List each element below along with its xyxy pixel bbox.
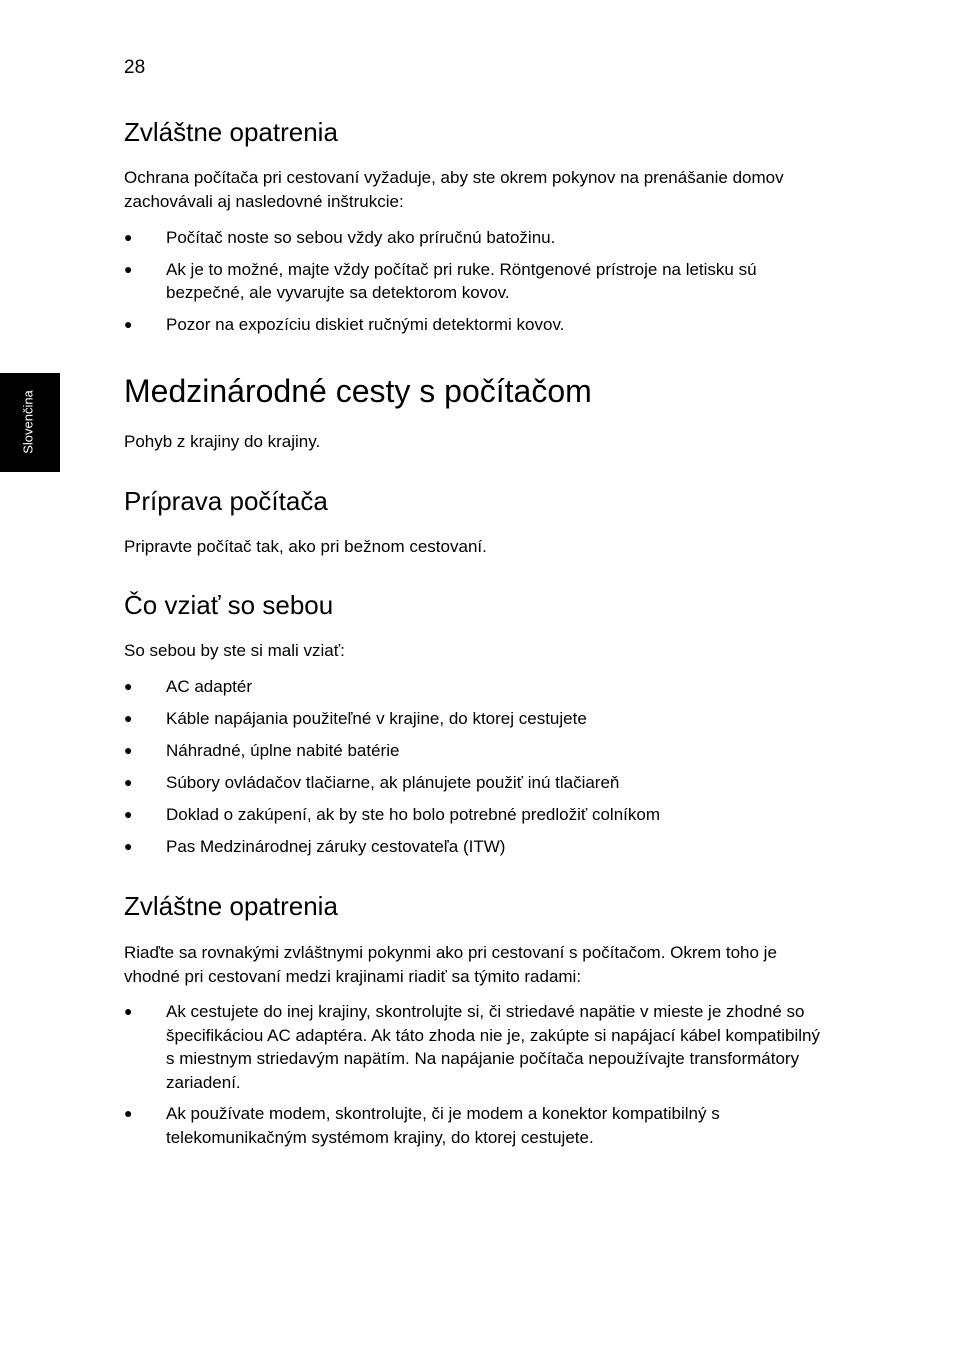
list-item: ● Súbory ovládačov tlačiarne, ak plánujete použiť inú tlačiareň	[124, 771, 824, 795]
list-item: ● Káble napájania použiteľné v krajine, do ktorej cestujete	[124, 707, 824, 731]
bullet-list	[124, 675, 824, 859]
section-text: Pripravte počítač tak, ako pri bežnom cestovaní.	[124, 537, 487, 556]
bullet-list	[124, 1000, 824, 1149]
bullet-icon: ●	[124, 678, 133, 694]
bullet-icon: ●	[124, 1105, 133, 1121]
list-item: ● Doklad o zakúpení, ak by ste ho bolo potrebné predložiť colníkom	[124, 803, 824, 827]
chapter-intro: Pohyb z krajiny do krajiny.	[124, 432, 321, 451]
section-heading-what-to-take: Čo vziať so sebou	[124, 590, 334, 620]
section-heading-special-precautions-international: Zvláštne opatrenia	[124, 891, 338, 921]
bullet-icon: ●	[124, 229, 133, 245]
bullet-list	[124, 226, 824, 336]
language-tab-label: Slovenčina	[20, 390, 36, 454]
bullet-icon: ●	[124, 838, 133, 854]
bullet-icon: ●	[124, 315, 133, 332]
chapter-title: Medzinárodné cesty s počítačom	[124, 373, 592, 409]
bullet-icon: ●	[124, 260, 133, 277]
list-item: ● Ak používate modem, skontrolujte, či je modem a konektor kompatibilný s telekomunikačným systémom krajiny, do ktorej cestujete.	[124, 1104, 720, 1147]
list-item: ● Ak je to možné, majte vždy počítač pri ruke. Röntgenové prístroje na letisku sú bezpečné, ale vyvarujte sa detektorom kovov.	[124, 259, 757, 302]
bullet-icon: ●	[124, 806, 133, 822]
section-intro: Ochrana počítača pri cestovaní vyžaduje, aby ste okrem pokynov na prenášanie domov zachovávali aj nasledovné inštrukcie:	[124, 168, 784, 211]
section-intro: Riaďte sa rovnakými zvláštnymi pokynmi ako pri cestovaní s počítačom. Okrem toho je vhodné pri cestovaní medzi krajinami riadiť sa týmito radami:	[124, 943, 777, 986]
list-item: ● Náhradné, úplne nabité batérie	[124, 739, 824, 763]
bullet-icon: ●	[124, 742, 133, 758]
page-number: 28	[124, 57, 146, 78]
bullet-icon: ●	[124, 710, 133, 726]
section-intro: So sebou by ste si mali vziať:	[124, 641, 345, 660]
bullet-icon: ●	[124, 1003, 133, 1019]
list-item: ● Ak cestujete do inej krajiny, skontrolujte si, či striedavé napätie v mieste je zhodné so špecifikáciou AC adaptéra. Ak táto zhoda nie je, zakúpte si napájací kábel kompatibilný s miestnym striedavým napätím. Na napájanie počítača nepoužívajte transformátory zariadení.	[124, 1002, 820, 1092]
list-item: ● Pas Medzinárodnej záruky cestovateľa (ITW)	[124, 835, 824, 859]
list-item: ● Pozor na expozíciu diskiet ručnými detektormi kovov.	[124, 313, 824, 337]
list-item: ● AC adaptér	[124, 675, 824, 699]
section-heading-preparation: Príprava počítača	[124, 486, 328, 516]
bullet-icon: ●	[124, 774, 133, 790]
list-item: ● Počítač noste so sebou vždy ako príručnú batožinu.	[124, 226, 824, 250]
section-heading-special-precautions: Zvláštne opatrenia	[124, 117, 338, 147]
